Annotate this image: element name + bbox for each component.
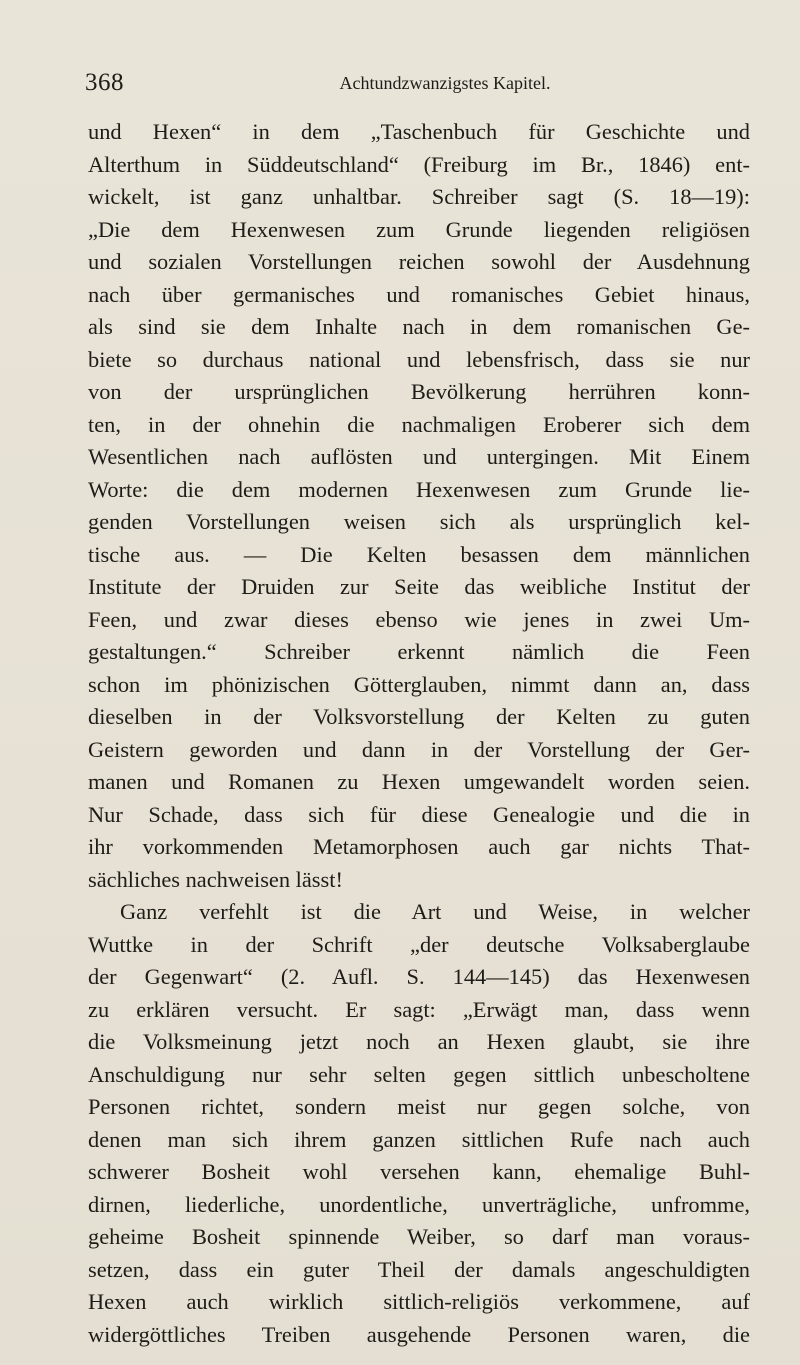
text-line: Feen, und zwar dieses ebenso wie jenes in zwei Um-	[88, 606, 750, 632]
text-line: denen man sich ihrem ganzen sittlichen Rufe nach auch	[88, 1126, 750, 1152]
text-line: genden Vorstellungen weisen sich als ursprünglich kel-	[88, 509, 750, 534]
text-line: Anschuldigung nur sehr selten gegen sittlich unbescholtene	[88, 1061, 750, 1087]
text-line: Alterthum in Süddeutschland“ (Freiburg im Br., 1846) ent-	[88, 151, 750, 177]
text-line: manen und Romanen zu Hexen umgewandelt worden seien.	[88, 769, 750, 794]
text-line: Wuttke in der Schrift „der deutsche Volksaberglaube	[88, 931, 750, 957]
text-line: Wesentlichen nach auflösten und untergingen. Mit Einem	[88, 444, 750, 469]
text-line: die Volksmeinung jetzt noch an Hexen glaubt, sie ihre	[88, 1029, 750, 1054]
text-line: setzen, dass ein guter Theil der damals angeschuldigten	[88, 1256, 750, 1282]
text-line: Geistern geworden und dann in der Vorstellung der Ger-	[88, 736, 750, 762]
text-line: „Die dem Hexenwesen zum Grunde liegenden religiösen	[88, 216, 750, 242]
text-line: gestaltungen.“ Schreiber erkennt nämlich die Feen	[88, 639, 750, 664]
text-line: nach über germanisches und romanisches Gebiet hinaus,	[88, 281, 750, 307]
body-text	[88, 116, 750, 1351]
text-line: Worte: die dem modernen Hexenwesen zum Grunde lie-	[88, 476, 750, 502]
text-line: dirnen, liederliche, unordentliche, unverträgliche, unfromme,	[88, 1191, 750, 1217]
text-line: ihr vorkommenden Metamorphosen auch gar nichts That-	[88, 834, 750, 859]
text-line: als sind sie dem Inhalte nach in dem romanischen Ge-	[88, 314, 750, 339]
text-line: der Gegenwart“ (2. Aufl. S. 144—145) das Hexenwesen	[88, 964, 750, 989]
text-line: ten, in der ohnehin die nachmaligen Eroberer sich dem	[88, 411, 750, 437]
text-line: zu erklären versucht. Er sagt: „Erwägt man, dass wenn	[88, 996, 750, 1022]
text-line: schon im phönizischen Götterglauben, nimmt dann an, dass	[88, 671, 750, 697]
text-line: tische aus. — Die Kelten besassen dem männlichen	[88, 541, 750, 567]
text-line: und sozialen Vorstellungen reichen sowohl der Ausdehnung	[88, 249, 750, 274]
text-line: von der ursprünglichen Bevölkerung herrühren konn-	[88, 379, 750, 404]
page-header	[85, 68, 745, 98]
running-head: Achtundzwanzigstes Kapitel.	[339, 73, 551, 93]
text-line: dieselben in der Volksvorstellung der Kelten zu guten	[88, 704, 750, 729]
text-line: Personen richtet, sondern meist nur gegen solche, von	[88, 1094, 750, 1119]
text-line: biete so durchaus national und lebensfrisch, dass sie nur	[88, 346, 750, 372]
text-line: schwerer Bosheit wohl versehen kann, ehemalige Buhl-	[88, 1159, 750, 1184]
text-line: sächliches nachweisen lässt!	[88, 866, 343, 892]
text-line: Hexen auch wirklich sittlich-religiös verkommene, auf	[88, 1289, 750, 1314]
text-line: geheime Bosheit spinnende Weiber, so darf man voraus-	[88, 1224, 750, 1249]
text-line: Ganz verfehlt ist die Art und Weise, in welcher	[120, 899, 750, 924]
text-line: wickelt, ist ganz unhaltbar. Schreiber sagt (S. 18—19):	[88, 184, 750, 209]
text-line: Nur Schade, dass sich für diese Genealogie und die in	[88, 801, 750, 827]
text-line: Institute der Druiden zur Seite das weibliche Institut der	[88, 574, 750, 599]
text-line: widergöttliches Treiben ausgehende Personen waren, die	[88, 1321, 750, 1347]
page-number: 368	[85, 69, 124, 96]
text-line: und Hexen“ in dem „Taschenbuch für Geschichte und	[88, 119, 750, 144]
